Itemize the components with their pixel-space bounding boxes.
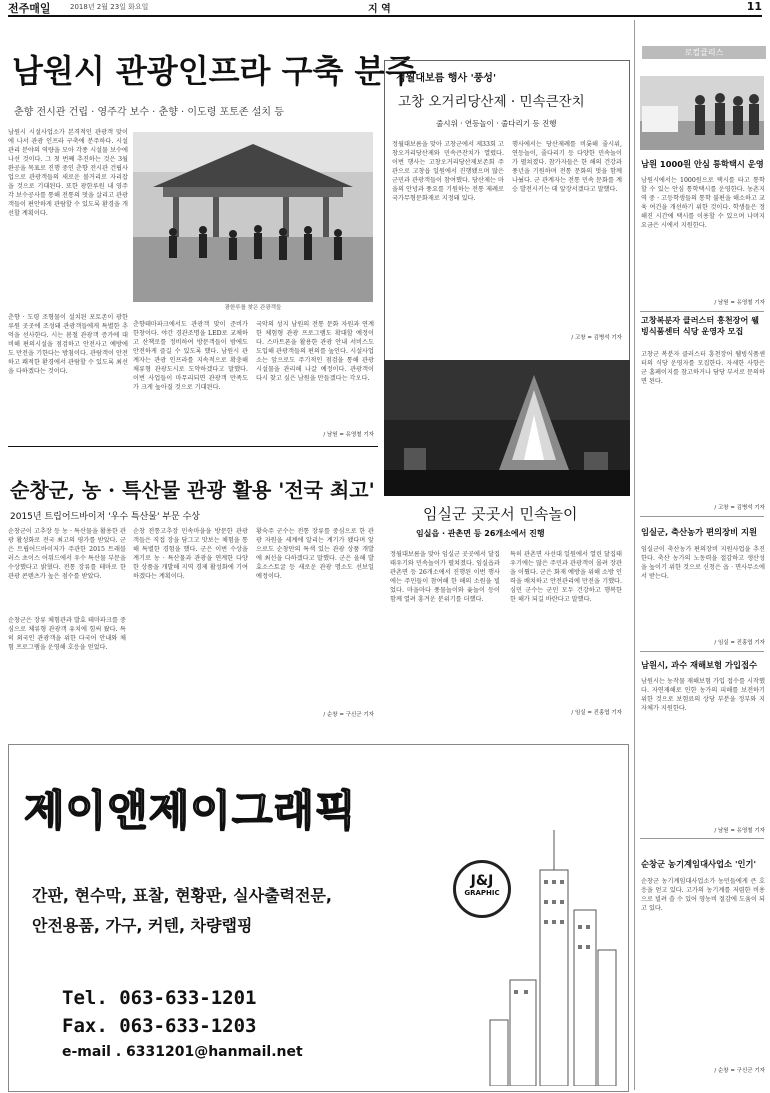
skyscraper-icon	[470, 830, 620, 1086]
second-subhead: 2015년 트립어드바이저 '우수 특산물' 부문 수상	[10, 512, 200, 522]
second-col3: 황숙주 군수는 전통 장류를 중심으로 한 관광 자원을 세계에 알리는 계기가 됐다며 앞으로도 순창만의 특색 있는 관광 상품 개발에 최선을 다하겠다고 말했다. 군은 올해 발효소스토굴 등 새로운 관광 명소도 선보일 예정이다.	[256, 528, 374, 580]
ad-service-1: 간판, 현수막, 표찰, 현황판, 실사출력전문,	[32, 886, 332, 905]
imsil-col2: 특히 관촌면 사선대 일원에서 열린 달집태우기에는 많은 주민과 관광객이 몰려 장관을 이뤘다. 군은 화재 예방을 위해 소방 인력을 배치하고 안전관리에 만전을 기했다. 심민 군수는 군민 모두 건강하고 행복한 한 해가 되길 바란다고 말했다.	[510, 551, 622, 603]
ad-service-2: 안전용품, 가구, 커텐, 차량랩핑	[32, 916, 253, 935]
sidebar-rule-4	[640, 838, 764, 839]
issue-date: 2018년 2월 23일 화요일	[70, 3, 149, 11]
section-name: 지 역	[368, 4, 391, 15]
sidebar-item4-title: 남원시, 과수 재해보험 가입접수	[641, 660, 758, 670]
sidebar-rule-2	[640, 516, 764, 517]
festival-col1: 정월대보름을 맞아 고창군에서 제33회 고창오거리당산제와 민속큰잔치가 열렸다. 이번 행사는 고창오거리당산제보존회 주관으로 고창읍 일원에서 진행됐으며 많은 군민과 관광객들이 참여했다. 당산제는 마을의 안녕과 풍요를 기원하는 전통 제례로 국가무형문화재로 지정돼 있다.	[392, 141, 504, 202]
imsil-subhead: 임실읍 · 관촌면 등 26개소에서 진행	[416, 529, 545, 538]
main-headline: 남원시 관광인프라 구축 분주	[12, 52, 417, 90]
sidebar-rule-3	[640, 651, 764, 652]
sidebar-photo	[640, 76, 764, 150]
imsil-headline: 임실군 곳곳서 민속놀이	[423, 505, 578, 523]
ad-title: 제이앤제이그래픽	[24, 786, 357, 835]
main-col3: 국악의 성지 남원의 전통 문화 자원과 연계한 체험형 관광 프로그램도 확대할 예정이다. 스마트폰을 활용한 관광 안내 서비스도 도입해 관광객들의 편의를 높인다. 시설사업소는 앞으로도 주기적인 점검을 통해 관광 시설물을 관리해 나갈 예정이다. 관광객이 다시 찾고 싶은 남원을 만들겠다는 각오다.	[256, 321, 374, 382]
main-photo-caption: 광한루를 찾은 관광객들	[224, 305, 282, 311]
sidebar-item5-title: 순창군 농기계임대사업소 '인기'	[641, 859, 757, 869]
festival-kicker: 정월대보름 행사 '풍성'	[396, 73, 497, 84]
sidebar-item2-body: 고창군 복분자 클러스터 흥천장어 웰빙식품센터의 식당 운영자를 모집한다. 자세한 사항은 군 홈페이지를 참고하거나 담당 부서로 문의하면 된다.	[641, 351, 765, 385]
festival-byline: / 고창 = 김병석 기자	[571, 335, 622, 341]
ad-logo-text: J&J	[470, 873, 494, 889]
festival-subhead: 줄시위 · 연등놀이 · 줄다리기 등 진행	[436, 119, 557, 128]
sidebar-item2-title: 고창복분자 클러스터 흥천장어 웰빙식품센터 식당 운영자 모집	[641, 315, 759, 336]
main-col1a: 남원시 시설사업소가 본격적인 관광객 맞이에 나서 관광 인프라 구축에 분주하다. 시설관리 분야의 역량을 모아 각종 시설물 보수에 나선 것이다. 그 첫 번째 추진하는 것은 3월 완공을 목표로 진행 중인 춘향 전시관 건립사업으로 관광객들의 새로운 볼거리로 자리잡을 것으로 기대된다. 또한 광한루원 내 영주각 보수공사를 통해 전통의 멋을 살리고 관광객들이 편안하게 관람할 수 있도록 환경을 개선할 계획이다.	[8, 129, 128, 217]
sidebar-item2-byline: / 고창 = 김병석 기자	[714, 505, 765, 511]
sidebar-item4-byline: / 남원 = 유영철 기자	[714, 828, 765, 834]
main-photo	[133, 132, 373, 302]
main-col2: 춘향테마파크에서도 관광객 맞이 준비가 한창이다. 야간 경관조명을 LED로 교체하고 산책로를 정비하여 방문객들이 밤에도 안전하게 즐길 수 있도록 했다. 남원시 관계자는 관광 인프라를 지속적으로 확충해 체류형 관광도시로 도약하겠다고 말했다. 이번 사업들이 마무리되면 관광객 만족도가 크게 높아질 것으로 기대된다.	[133, 321, 248, 391]
main-col1b: 춘향 · 도령 조형물이 설치된 포토존이 광한루원 곳곳에 조성돼 관광객들에게 특별한 추억을 선사한다. 시는 봄철 관광객 증가에 대비해 편의시설을 점검하고 안전사고 예방에도 만전을 기한다는 방침이다. 관람객이 안전하고 쾌적한 환경에서 관람할 수 있도록 최선을 다하겠다는 것이다.	[8, 314, 128, 375]
sidebar-label: 로컬클리스	[642, 46, 766, 59]
sidebar-item1-byline: / 남원 = 유영철 기자	[714, 300, 765, 306]
sidebar-item1-title: 남원 1000원 안심 통학택시 운영	[641, 159, 764, 169]
sidebar-item3-body: 임실군이 축산농가 편의장비 지원사업을 추진한다. 축산 농가의 노동력을 절감하고 생산성을 높이기 위한 것으로 신청은 읍 · 면사무소에서 받는다.	[641, 546, 765, 580]
sidebar-rule-1	[640, 311, 764, 312]
sidebar-item1-body: 남원시에서는 1000원으로 택시를 타고 통학할 수 있는 안심 통학택시를 운영한다. 농촌지역 중 · 고등학생들의 통학 불편을 해소하고 교육 여건을 개선하기 위한 것이다. 학생들은 정해진 시간에 택시를 이용할 수 있으며 나머지 요금은 시에서 지원한다.	[641, 177, 765, 229]
imsil-col1: 정월대보름을 맞아 임실군 곳곳에서 달집태우기와 민속놀이가 펼쳐졌다. 임실읍과 관촌면 등 26개소에서 진행된 이번 행사에는 주민들이 참여해 한 해의 소원을 빌었다. 마을마다 풍물놀이와 윷놀이 등이 함께 열려 흥겨운 분위기를 더했다.	[390, 551, 500, 603]
ad-fax: Fax. 063-633-1203	[62, 1015, 257, 1037]
sidebar-item3-title: 임실군, 축산농가 편의장비 지원	[641, 527, 758, 537]
sidebar-item5-body: 순창군 농기계임대사업소가 농민들에게 큰 호응을 얻고 있다. 고가의 농기계를 저렴한 비용으로 빌려 쓸 수 있어 영농비 절감에 도움이 되고 있다.	[641, 878, 765, 912]
second-byline: / 순창 = 구신군 기자	[323, 712, 374, 718]
ad-email: e-mail . 6331201@hanmail.net	[62, 1044, 303, 1060]
header-rule	[8, 15, 762, 17]
festival-headline: 고창 오거리당산제 · 민속큰잔치	[398, 94, 585, 110]
ad-city-illustration	[470, 830, 620, 1086]
taxi-students-photo	[640, 76, 764, 150]
sidebar-divider	[634, 20, 635, 1090]
bonfire-svg	[384, 360, 630, 496]
main-subhead: 춘향 전시관 건립 · 영주각 보수 · 춘향 · 이도령 포토존 설치 등	[14, 107, 284, 118]
page-header	[8, 0, 762, 14]
pavilion-photo	[133, 132, 373, 302]
sidebar-item3-byline: / 임실 = 진홍엽 기자	[714, 640, 765, 646]
page-number: 11	[746, 0, 762, 13]
imsil-byline: / 임실 = 진홍엽 기자	[571, 710, 622, 716]
main-byline: / 남원 = 유영철 기자	[323, 432, 374, 438]
ad-logo-sub: GRAPHIC	[464, 889, 500, 897]
ad-tel: Tel. 063-633-1201	[62, 987, 257, 1009]
sidebar-item5-byline: / 순창 = 구신군 기자	[714, 1068, 765, 1074]
sidebar-item4-body: 남원시는 농작물 재해보험 가입 접수를 시작했다. 자연재해로 인한 농가의 피해를 보전하기 위한 것으로 보험료의 상당 부분을 정부와 지자체가 지원한다.	[641, 678, 765, 712]
second-headline: 순창군, 농 · 특산물 관광 활용 '전국 최고'	[10, 478, 375, 502]
bonfire-photo	[384, 360, 630, 496]
second-col1a: 순창군이 고추장 등 농 · 특산물을 활용한 관광 활성화로 전국 최고의 평가를 받았다. 군은 트립어드바이저가 주관한 2015 트래블러스 초이스 어워드에서 우수 특산물 부문을 수상했다고 밝혔다. 전통 장류를 테마로 한 관광 콘텐츠가 높은 점수를 받았다.	[8, 528, 126, 580]
paper-name: 전주매일	[8, 2, 51, 15]
second-col2: 순창 전통고추장 민속마을을 방문한 관광객들은 직접 장을 담그고 맛보는 체험을 통해 특별한 경험을 했다. 군은 이번 수상을 계기로 농 · 특산물과 관광을 연계한 다양한 상품을 개발해 지역 경제 활성화에 기여하겠다는 계획이다.	[133, 528, 248, 580]
second-top-rule	[8, 446, 378, 447]
festival-col2: 행사에서는 당산제례를 비롯해 줄시위, 연등놀이, 줄다리기 등 다양한 민속놀이가 펼쳐졌다. 참가자들은 한 해의 건강과 풍년을 기원하며 전통 문화의 멋을 함께 나눴다. 군 관계자는 전통 민속 문화를 계승 발전시키는 데 앞장서겠다고 말했다.	[512, 141, 622, 193]
second-col1b: 순창군은 장류 체험관과 발효 테마파크를 중심으로 체류형 관광객 유치에 힘써 왔다. 특히 외국인 관광객을 위한 다국어 안내와 체험 프로그램을 운영해 호응을 얻었다.	[8, 617, 126, 651]
